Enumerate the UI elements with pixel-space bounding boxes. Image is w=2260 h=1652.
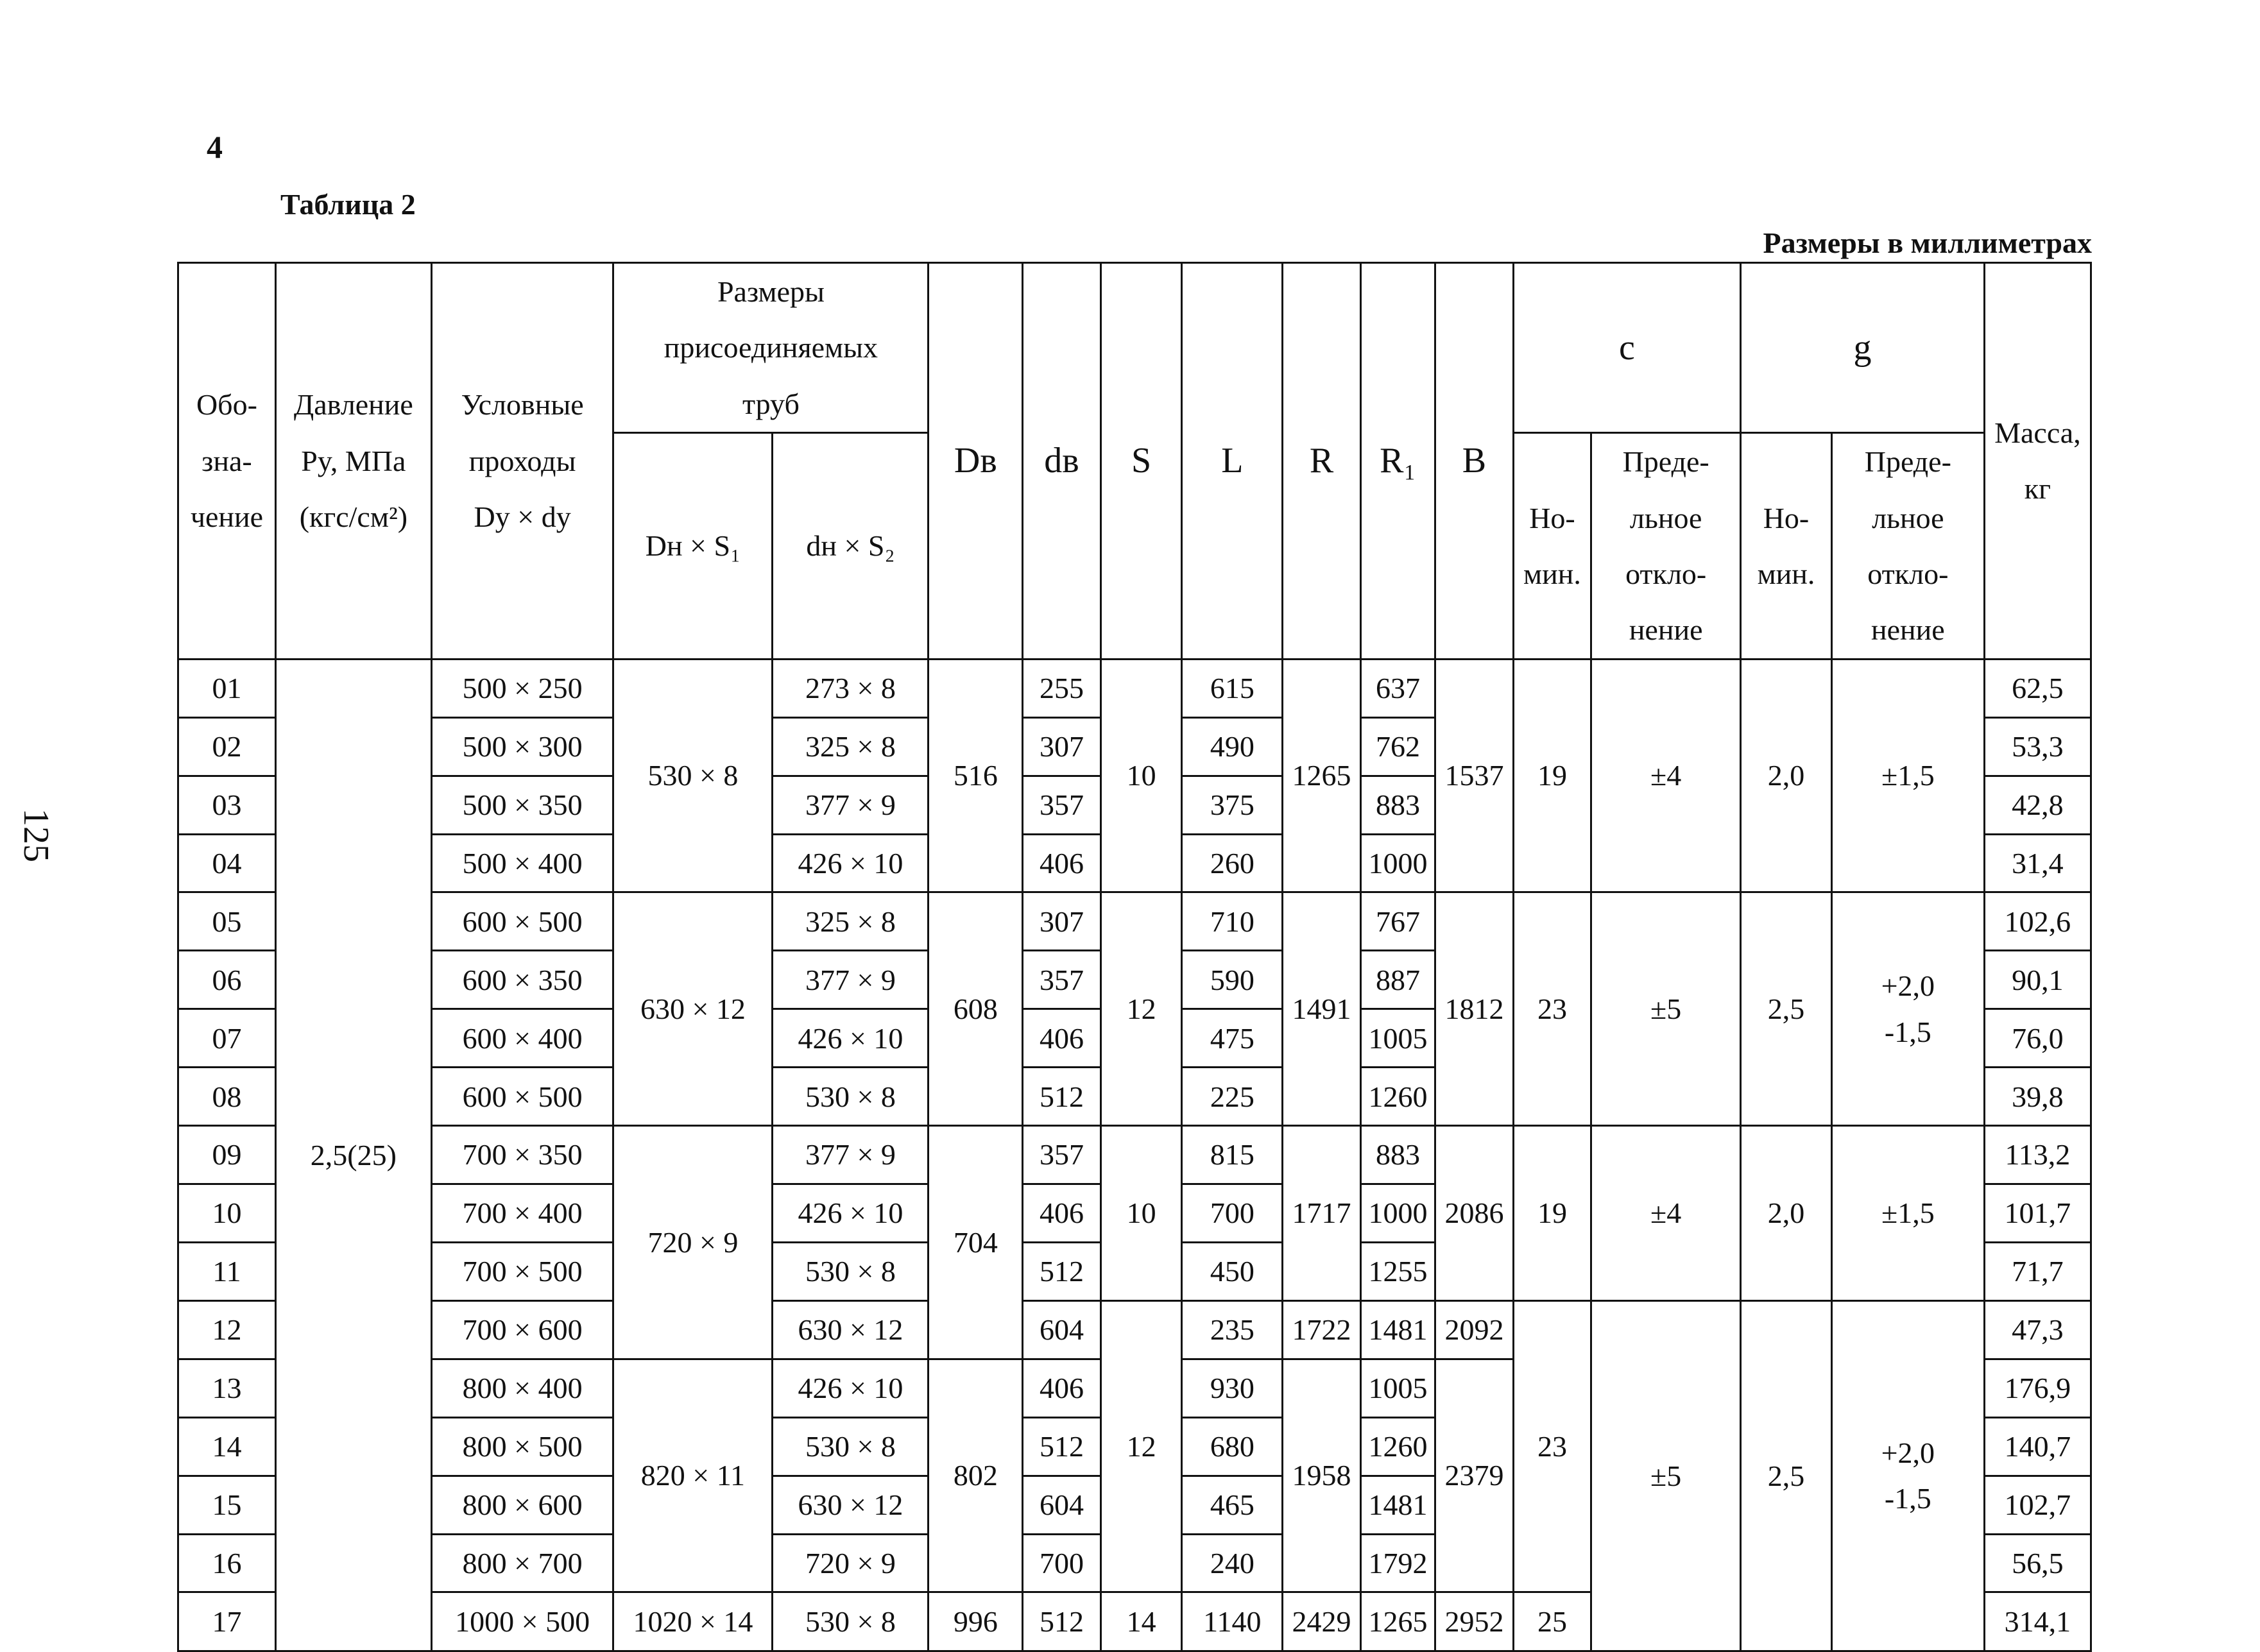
designation-cell: 09 bbox=[178, 1126, 276, 1184]
l-cell: 475 bbox=[1182, 1009, 1283, 1068]
l-cell: 375 bbox=[1182, 776, 1283, 834]
c-nominal-cell: 23 bbox=[1513, 892, 1591, 1126]
dn-s2-cell: 426 × 10 bbox=[773, 1009, 929, 1068]
dn-s2-cell: 530 × 8 bbox=[773, 1068, 929, 1126]
c-nominal-cell: 23 bbox=[1513, 1300, 1591, 1592]
bore-cell: 800 × 700 bbox=[431, 1534, 613, 1592]
designation-cell: 07 bbox=[178, 1009, 276, 1068]
r-cell: 1491 bbox=[1283, 892, 1361, 1126]
b-cell: 2952 bbox=[1435, 1592, 1514, 1651]
mass-cell: 176,9 bbox=[1984, 1359, 2091, 1417]
l-cell: 225 bbox=[1182, 1068, 1283, 1126]
dimensions-table bbox=[177, 262, 2092, 1652]
dn-s1-cell: 720 × 9 bbox=[613, 1126, 773, 1359]
dv-small-cell: 700 bbox=[1023, 1534, 1101, 1592]
table-row bbox=[178, 1126, 2091, 1184]
dv-small-cell: 357 bbox=[1023, 776, 1101, 834]
mass-cell: 31,4 bbox=[1984, 834, 2091, 892]
r-cell: 1265 bbox=[1283, 659, 1361, 892]
dn-s2-cell: 530 × 8 bbox=[773, 1417, 929, 1476]
r1-cell: 1792 bbox=[1360, 1534, 1435, 1592]
l-cell: 240 bbox=[1182, 1534, 1283, 1592]
l-cell: 930 bbox=[1182, 1359, 1283, 1417]
r1-cell: 1000 bbox=[1360, 834, 1435, 892]
header-l: L bbox=[1182, 263, 1283, 660]
l-cell: 680 bbox=[1182, 1417, 1283, 1476]
bore-cell: 800 × 500 bbox=[431, 1417, 613, 1476]
dn-s2-cell: 325 × 8 bbox=[773, 717, 929, 776]
l-cell: 710 bbox=[1182, 892, 1283, 951]
mass-cell: 62,5 bbox=[1984, 659, 2091, 717]
designation-cell: 05 bbox=[178, 892, 276, 951]
r1-cell: 1255 bbox=[1360, 1242, 1435, 1300]
r1-cell: 883 bbox=[1360, 776, 1435, 834]
l-cell: 700 bbox=[1182, 1184, 1283, 1243]
dv-small-cell: 307 bbox=[1023, 892, 1101, 951]
dn-s2-cell: 720 × 9 bbox=[773, 1534, 929, 1592]
header-dn-s1: Dн × S₁ bbox=[613, 433, 773, 660]
b-cell: 2379 bbox=[1435, 1359, 1514, 1592]
designation-cell: 01 bbox=[178, 659, 276, 717]
dv-small-cell: 307 bbox=[1023, 717, 1101, 776]
dn-s2-cell: 377 × 9 bbox=[773, 776, 929, 834]
r-cell: 1722 bbox=[1283, 1300, 1361, 1359]
b-cell: 2092 bbox=[1435, 1300, 1514, 1359]
mass-cell: 101,7 bbox=[1984, 1184, 2091, 1243]
bore-cell: 600 × 350 bbox=[431, 951, 613, 1009]
r1-cell: 762 bbox=[1360, 717, 1435, 776]
r1-cell: 1265 bbox=[1360, 1592, 1435, 1651]
dn-s2-cell: 377 × 9 bbox=[773, 951, 929, 1009]
dv-small-cell: 512 bbox=[1023, 1242, 1101, 1300]
c-deviation-cell: ±5 bbox=[1591, 1300, 1741, 1651]
bore-cell: 800 × 600 bbox=[431, 1476, 613, 1534]
header-c-nominal: Но- мин. bbox=[1513, 433, 1591, 660]
dv-big-cell: 516 bbox=[929, 659, 1023, 892]
designation-cell: 14 bbox=[178, 1417, 276, 1476]
dn-s2-cell: 630 × 12 bbox=[773, 1476, 929, 1534]
s-cell: 14 bbox=[1100, 1592, 1182, 1651]
header-db-small: dв bbox=[1023, 263, 1101, 660]
dv-big-cell: 996 bbox=[929, 1592, 1023, 1651]
l-cell: 450 bbox=[1182, 1242, 1283, 1300]
header-r: R bbox=[1283, 263, 1361, 660]
designation-cell: 16 bbox=[178, 1534, 276, 1592]
dn-s2-cell: 426 × 10 bbox=[773, 1359, 929, 1417]
r-cell: 1958 bbox=[1283, 1359, 1361, 1592]
table-row bbox=[178, 1300, 2091, 1359]
header-mass: Масса, кг bbox=[1984, 263, 2091, 660]
dv-big-cell: 704 bbox=[929, 1126, 1023, 1359]
mass-cell: 102,7 bbox=[1984, 1476, 2091, 1534]
r1-cell: 1000 bbox=[1360, 1184, 1435, 1243]
bore-cell: 600 × 500 bbox=[431, 1068, 613, 1126]
g-deviation-cell: +2,0 -1,5 bbox=[1831, 892, 1984, 1126]
dv-small-cell: 512 bbox=[1023, 1068, 1101, 1126]
designation-cell: 06 bbox=[178, 951, 276, 1009]
l-cell: 465 bbox=[1182, 1476, 1283, 1534]
r1-cell: 883 bbox=[1360, 1126, 1435, 1184]
designation-cell: 12 bbox=[178, 1300, 276, 1359]
dv-small-cell: 406 bbox=[1023, 834, 1101, 892]
dn-s2-cell: 377 × 9 bbox=[773, 1126, 929, 1184]
header-bores: Условные проходы Dy × dy bbox=[431, 263, 613, 660]
table-caption: Таблица 2 bbox=[280, 188, 416, 221]
c-deviation-cell: ±4 bbox=[1591, 1126, 1741, 1301]
g-nominal-cell: 2,0 bbox=[1741, 1126, 1832, 1301]
mass-cell: 90,1 bbox=[1984, 951, 2091, 1009]
r1-cell: 1481 bbox=[1360, 1476, 1435, 1534]
c-deviation-cell: ±5 bbox=[1591, 892, 1741, 1126]
dn-s2-cell: 273 × 8 bbox=[773, 659, 929, 717]
mass-cell: 53,3 bbox=[1984, 717, 2091, 776]
b-cell: 2086 bbox=[1435, 1126, 1514, 1301]
dv-small-cell: 357 bbox=[1023, 951, 1101, 1009]
header-designation: Обо- зна- чение bbox=[178, 263, 276, 660]
dn-s2-cell: 530 × 8 bbox=[773, 1592, 929, 1651]
header-pipe-sizes: Размеры присоединяемых труб bbox=[613, 263, 929, 433]
l-cell: 235 bbox=[1182, 1300, 1283, 1359]
bore-cell: 700 × 350 bbox=[431, 1126, 613, 1184]
l-cell: 815 bbox=[1182, 1126, 1283, 1184]
dv-small-cell: 512 bbox=[1023, 1417, 1101, 1476]
header-r1: R₁ bbox=[1360, 263, 1435, 660]
dv-small-cell: 255 bbox=[1023, 659, 1101, 717]
mass-cell: 39,8 bbox=[1984, 1068, 2091, 1126]
l-cell: 615 bbox=[1182, 659, 1283, 717]
header-g: g bbox=[1741, 263, 1985, 433]
header-g-nominal: Но- мин. bbox=[1741, 433, 1832, 660]
bore-cell: 500 × 400 bbox=[431, 834, 613, 892]
g-nominal-cell: 2,5 bbox=[1741, 1300, 1832, 1651]
mass-cell: 71,7 bbox=[1984, 1242, 2091, 1300]
g-deviation-cell: ±1,5 bbox=[1831, 659, 1984, 892]
g-nominal-cell: 2,0 bbox=[1741, 659, 1832, 892]
dv-small-cell: 406 bbox=[1023, 1009, 1101, 1068]
page-number: 125 bbox=[16, 808, 56, 862]
bore-cell: 600 × 500 bbox=[431, 892, 613, 951]
r1-cell: 1005 bbox=[1360, 1009, 1435, 1068]
dn-s2-cell: 426 × 10 bbox=[773, 1184, 929, 1243]
dn-s2-cell: 530 × 8 bbox=[773, 1242, 929, 1300]
table-row bbox=[178, 892, 2091, 951]
bore-cell: 700 × 500 bbox=[431, 1242, 613, 1300]
dn-s2-cell: 325 × 8 bbox=[773, 892, 929, 951]
dv-small-cell: 406 bbox=[1023, 1359, 1101, 1417]
mass-cell: 42,8 bbox=[1984, 776, 2091, 834]
bore-cell: 500 × 300 bbox=[431, 717, 613, 776]
dv-small-cell: 604 bbox=[1023, 1300, 1101, 1359]
mass-cell: 47,3 bbox=[1984, 1300, 2091, 1359]
dv-big-cell: 608 bbox=[929, 892, 1023, 1126]
r-cell: 2429 bbox=[1283, 1592, 1361, 1651]
bore-cell: 1000 × 500 bbox=[431, 1592, 613, 1651]
mass-cell: 113,2 bbox=[1984, 1126, 2091, 1184]
bore-cell: 500 × 350 bbox=[431, 776, 613, 834]
designation-cell: 17 bbox=[178, 1592, 276, 1651]
mass-cell: 76,0 bbox=[1984, 1009, 2091, 1068]
b-cell: 1537 bbox=[1435, 659, 1514, 892]
l-cell: 260 bbox=[1182, 834, 1283, 892]
dv-small-cell: 604 bbox=[1023, 1476, 1101, 1534]
header-db-big: Dв bbox=[929, 263, 1023, 660]
dn-s2-cell: 426 × 10 bbox=[773, 834, 929, 892]
pressure-cell: 2,5(25) bbox=[275, 659, 431, 1651]
c-nominal-cell: 19 bbox=[1513, 659, 1591, 892]
header-b: B bbox=[1435, 263, 1514, 660]
designation-cell: 15 bbox=[178, 1476, 276, 1534]
designation-cell: 10 bbox=[178, 1184, 276, 1243]
b-cell: 1812 bbox=[1435, 892, 1514, 1126]
header-s: S bbox=[1100, 263, 1182, 660]
header-pressure: Давление Py, МПа (кгс/см²) bbox=[275, 263, 431, 660]
g-deviation-cell: +2,0 -1,5 bbox=[1831, 1300, 1984, 1651]
mass-cell: 314,1 bbox=[1984, 1592, 2091, 1651]
designation-cell: 03 bbox=[178, 776, 276, 834]
r1-cell: 1005 bbox=[1360, 1359, 1435, 1417]
s-cell: 12 bbox=[1100, 1300, 1182, 1592]
header-g-deviation: Преде- льное откло- нение bbox=[1831, 433, 1984, 660]
mass-cell: 56,5 bbox=[1984, 1534, 2091, 1592]
dn-s1-cell: 820 × 11 bbox=[613, 1359, 773, 1592]
dv-small-cell: 512 bbox=[1023, 1592, 1101, 1651]
dv-small-cell: 406 bbox=[1023, 1184, 1101, 1243]
designation-cell: 02 bbox=[178, 717, 276, 776]
header-c: c bbox=[1513, 263, 1740, 433]
s-cell: 10 bbox=[1100, 659, 1182, 892]
r-cell: 1717 bbox=[1283, 1126, 1361, 1301]
designation-cell: 11 bbox=[178, 1242, 276, 1300]
r1-cell: 637 bbox=[1360, 659, 1435, 717]
r1-cell: 767 bbox=[1360, 892, 1435, 951]
header-dn-s2: dн × S₂ bbox=[773, 433, 929, 660]
dv-big-cell: 802 bbox=[929, 1359, 1023, 1592]
dn-s2-cell: 630 × 12 bbox=[773, 1300, 929, 1359]
designation-cell: 08 bbox=[178, 1068, 276, 1126]
page-mark: 4 bbox=[207, 129, 223, 165]
g-deviation-cell: ±1,5 bbox=[1831, 1126, 1984, 1301]
dn-s1-cell: 1020 × 14 bbox=[613, 1592, 773, 1651]
bore-cell: 500 × 250 bbox=[431, 659, 613, 717]
designation-cell: 13 bbox=[178, 1359, 276, 1417]
c-nominal-cell: 25 bbox=[1513, 1592, 1591, 1651]
c-nominal-cell: 19 bbox=[1513, 1126, 1591, 1301]
bore-cell: 700 × 400 bbox=[431, 1184, 613, 1243]
dv-small-cell: 357 bbox=[1023, 1126, 1101, 1184]
c-deviation-cell: ±4 bbox=[1591, 659, 1741, 892]
l-cell: 590 bbox=[1182, 951, 1283, 1009]
dn-s1-cell: 530 × 8 bbox=[613, 659, 773, 892]
mass-cell: 102,6 bbox=[1984, 892, 2091, 951]
mass-cell: 140,7 bbox=[1984, 1417, 2091, 1476]
s-cell: 12 bbox=[1100, 892, 1182, 1126]
dn-s1-cell: 630 × 12 bbox=[613, 892, 773, 1126]
designation-cell: 04 bbox=[178, 834, 276, 892]
header-c-deviation: Преде- льное откло- нение bbox=[1591, 433, 1741, 660]
r1-cell: 887 bbox=[1360, 951, 1435, 1009]
l-cell: 490 bbox=[1182, 717, 1283, 776]
units-note: Размеры в миллиметрах bbox=[1763, 226, 2092, 259]
bore-cell: 700 × 600 bbox=[431, 1300, 613, 1359]
bore-cell: 600 × 400 bbox=[431, 1009, 613, 1068]
bore-cell: 800 × 400 bbox=[431, 1359, 613, 1417]
r1-cell: 1260 bbox=[1360, 1417, 1435, 1476]
g-nominal-cell: 2,5 bbox=[1741, 892, 1832, 1126]
s-cell: 10 bbox=[1100, 1126, 1182, 1301]
table-row bbox=[178, 659, 2091, 717]
l-cell: 1140 bbox=[1182, 1592, 1283, 1651]
r1-cell: 1481 bbox=[1360, 1300, 1435, 1359]
r1-cell: 1260 bbox=[1360, 1068, 1435, 1126]
